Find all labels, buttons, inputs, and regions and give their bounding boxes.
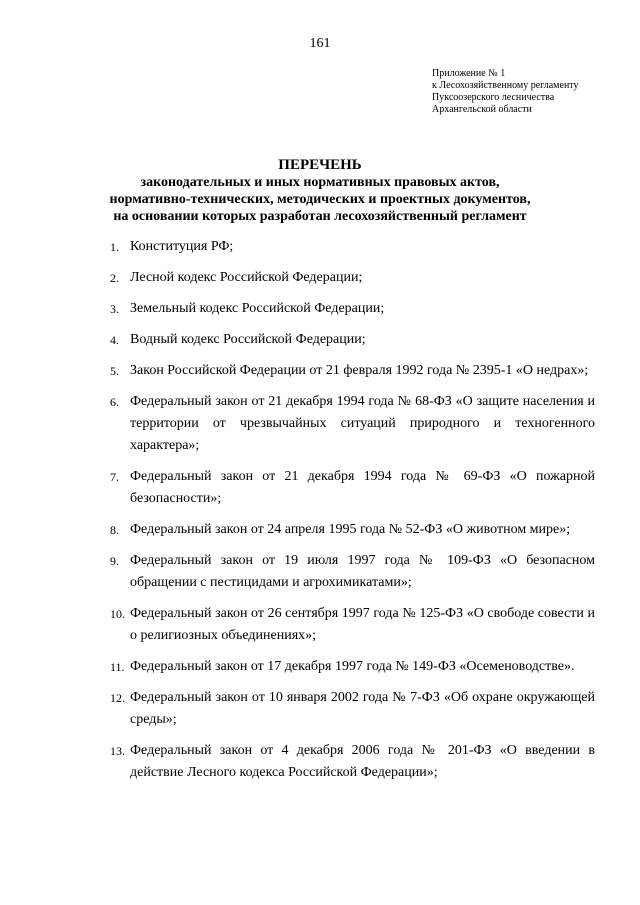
list-item (110, 236, 595, 258)
list-item (110, 740, 595, 784)
appendix-line: Приложение № 1 (432, 68, 506, 79)
item-number: 2. (110, 271, 119, 285)
document-subtitle-line: на основании которых разработан лесохозяйственный регламент (113, 209, 527, 224)
list-item (110, 391, 595, 457)
list-item (110, 550, 595, 594)
item-number: 5. (110, 364, 119, 378)
item-number: 10. (110, 607, 125, 621)
item-number: 12. (110, 691, 125, 705)
item-text: Федеральный закон от 26 сентября 1997 года № 125-ФЗ «О свободе совести и о религиозных объединениях»; (130, 606, 595, 643)
item-text: Закон Российской Федерации от 21 февраля 1992 года № 2395-1 «О недрах»; (130, 363, 589, 378)
item-number: 13. (110, 744, 125, 758)
item-number: 3. (110, 302, 119, 316)
item-text: Федеральный закон от 21 декабря 1994 года № 69-ФЗ «О пожарной безопасности»; (130, 469, 595, 506)
document-title: ПЕРЕЧЕНЬ (278, 157, 362, 173)
list-item (110, 267, 595, 289)
list-item (110, 466, 595, 510)
item-text: Земельный кодекс Российской Федерации; (130, 301, 385, 316)
item-number: 4. (110, 333, 119, 347)
item-number: 6. (110, 395, 119, 409)
list-item (110, 519, 595, 541)
title-block (0, 156, 640, 225)
list-item (110, 656, 595, 678)
list-item (110, 298, 595, 320)
item-text: Федеральный закон от 21 декабря 1994 года № 68-ФЗ «О защите населения и территории от чрезвычайных ситуаций природного и техногенного характера»; (130, 394, 595, 453)
item-text: Конституция РФ; (130, 239, 234, 254)
list-item (110, 360, 595, 382)
item-text: Федеральный закон от 17 декабря 1997 года № 149-ФЗ «Осеменоводстве». (130, 659, 575, 674)
document-subtitle-line: нормативно-технических, методических и проектных документов, (109, 192, 531, 207)
appendix-line: к Лесохозяйственному регламенту (432, 80, 579, 91)
appendix-line: Пуксоозерского лесничества (432, 92, 555, 103)
item-number: 1. (110, 240, 119, 254)
list-item (110, 603, 595, 647)
item-text: Лесной кодекс Российской Федерации; (130, 270, 363, 285)
item-text: Федеральный закон от 24 апреля 1995 года № 52-ФЗ «О животном мире»; (130, 522, 571, 537)
appendix-line: Архангельской области (432, 104, 532, 115)
legal-acts-list (110, 236, 595, 793)
item-text: Федеральный закон от 19 июля 1997 года № 109-ФЗ «О безопасном обращении с пестицидами и агрохимикатами»; (130, 553, 595, 590)
item-number: 7. (110, 470, 119, 484)
item-text: Водный кодекс Российской Федерации; (130, 332, 366, 347)
appendix-note (432, 68, 632, 116)
document-subtitle-line: законодательных и иных нормативных правовых актов, (140, 175, 500, 190)
list-item (110, 687, 595, 731)
list-item (110, 329, 595, 351)
item-number: 8. (110, 523, 119, 537)
item-text: Федеральный закон от 10 января 2002 года № 7-ФЗ «Об охране окружающей среды»; (130, 690, 595, 727)
item-number: 9. (110, 554, 119, 568)
item-number: 11. (110, 660, 125, 674)
item-text: Федеральный закон от 4 декабря 2006 года № 201-ФЗ «О введении в действие Лесного кодекса Российской Федерации»; (130, 743, 595, 780)
page-number: 161 (309, 36, 331, 51)
